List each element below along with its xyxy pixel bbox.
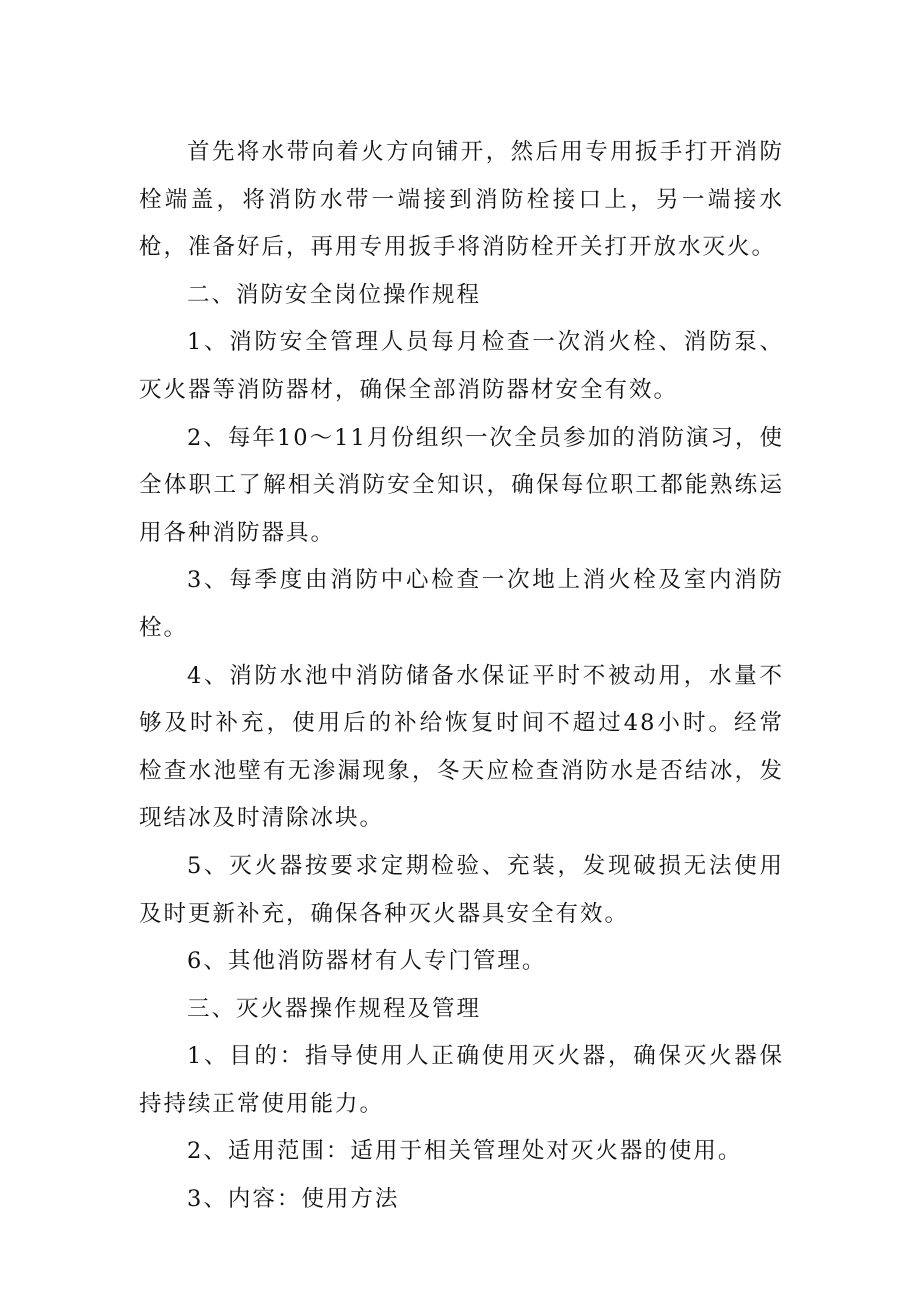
paragraph-purpose: 1、目的：指导使用人正确使用灭火器，确保灭火器保持持续正常使用能力。 bbox=[139, 1043, 784, 1117]
section-heading-extinguisher-procedures: 三、灭火器操作规程及管理 bbox=[187, 995, 482, 1022]
section-heading-fire-safety-procedures: 二、消防安全岗位操作规程 bbox=[187, 281, 482, 308]
paragraph-item-3-quarterly-check: 3、每季度由消防中心检查一次地上消火栓及室内消防栓。 bbox=[139, 567, 784, 641]
paragraph-item-1-monthly-inspection: 1、消防安全管理人员每月检查一次消火栓、消防泵、灭火器等消防器材，确保全部消防器材安全有效。 bbox=[139, 329, 784, 403]
paragraph-item-2-annual-drill: 2、每年10～11月份组织一次全员参加的消防演习，使全体职工了解相关消防安全知识，确保每位职工都能熟练运用各种消防器具。 bbox=[139, 424, 784, 546]
paragraph-hydrant-usage: 首先将水带向着火方向铺开，然后用专用扳手打开消防栓端盖，将消防水带一端接到消防栓接口上，另一端接水枪，准备好后，再用专用扳手将消防栓开关打开放水灭火。 bbox=[139, 139, 784, 261]
document-body bbox=[139, 129, 784, 1224]
paragraph-item-6-other-equipment: 6、其他消防器材有人专门管理。 bbox=[187, 948, 547, 975]
paragraph-scope: 2、适用范围：适用于相关管理处对灭火器的使用。 bbox=[187, 1138, 743, 1165]
paragraph-content-usage: 3、内容：使用方法 bbox=[187, 1186, 400, 1213]
paragraph-item-4-water-reserve: 4、消防水池中消防储备水保证平时不被动用，水量不够及时补充，使用后的补给恢复时间不超过48小时。经常检查水池壁有无渗漏现象，冬天应检查消防水是否结冰，发现结冰及时清除冰块。 bbox=[139, 662, 784, 832]
paragraph-item-5-extinguisher-inspection: 5、灭火器按要求定期检验、充装，发现破损无法使用及时更新补充，确保各种灭火器具安全有效。 bbox=[139, 852, 784, 927]
